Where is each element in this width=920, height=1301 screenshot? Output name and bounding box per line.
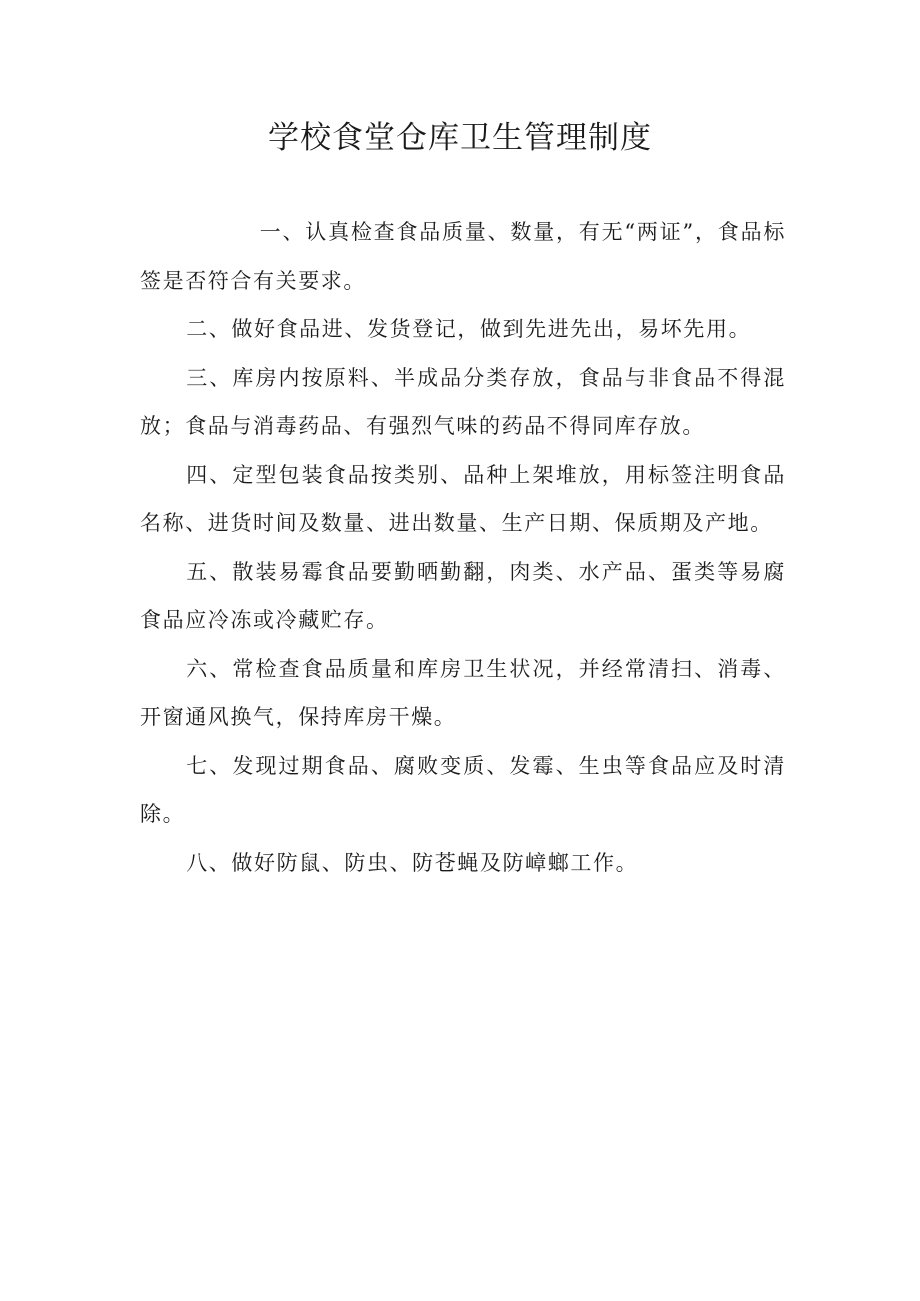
rule-paragraph-5: 五、散装易霉食品要勤晒勤翻，肉类、水产品、蛋类等易腐食品应冷冻或冷藏贮存。 <box>140 559 786 632</box>
rule-paragraph-6: 六、常检查食品质量和库房卫生状况，并经常清扫、消毒、开窗通风换气，保持库房干燥。 <box>140 656 786 729</box>
rule-paragraph-4: 四、定型包装食品按类别、品种上架堆放，用标签注明食品名称、进货时间及数量、进出数量、生产日期、保质期及产地。 <box>140 462 786 535</box>
rule-paragraph-8: 八、做好防鼠、防虫、防苍蝇及防嶂螂工作。 <box>186 850 639 875</box>
rule-paragraph-3: 三、库房内按原料、半成品分类存放，食品与非食品不得混放；食品与消毒药品、有强烈气味的药品不得同库存放。 <box>140 365 786 438</box>
rule-paragraph-1: 一、认真检查食品质量、数量，有无“两证”，食品标签是否符合有关要求。 <box>140 220 786 293</box>
document-title: 学校食堂仓库卫生管理制度 <box>268 120 652 156</box>
document-body <box>140 208 786 887</box>
rule-paragraph-7: 七、发现过期食品、腐败变质、发霉、生虫等食品应及时清除。 <box>140 753 786 826</box>
rule-paragraph-2: 二、做好食品进、发货登记，做到先进先出，易坏先用。 <box>186 317 752 341</box>
